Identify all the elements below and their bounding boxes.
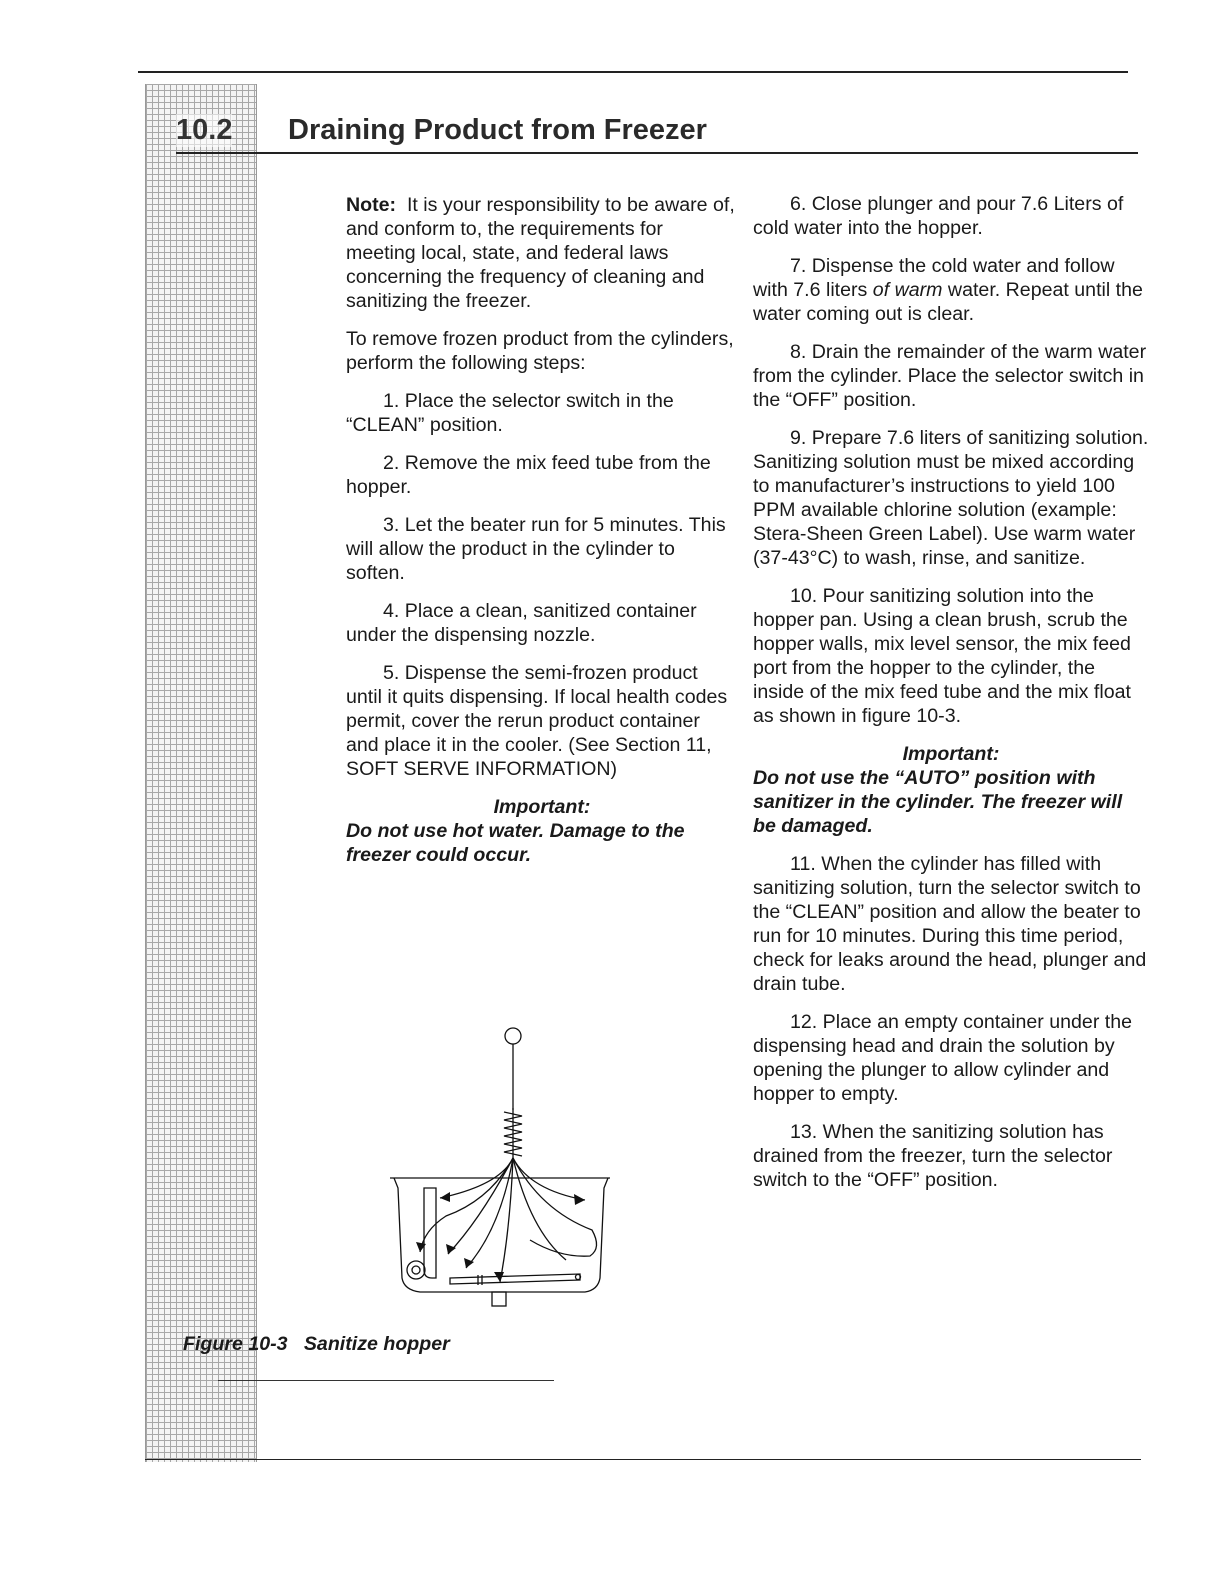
note-text: It is your responsibility to be aware of, and conform to, the requirements for meeting local, state, and federal laws concerning the frequency of cleaning and sanitizing the freezer. (346, 194, 735, 312)
title-rule (176, 152, 1138, 154)
step-8: 8. Drain the remainder of the warm water from the cylinder. Place the selector switch in the “OFF” position. (753, 341, 1147, 411)
left-column (346, 193, 738, 881)
margin-grid-decoration (145, 84, 257, 1462)
step-7-emphasis: of warm (872, 279, 943, 301)
step-10: 10. Pour sanitizing solution into the hopper pan. Using a clean brush, scrub the hopper walls, mix level sensor, the mix feed port from the hopper to the cylinder, the inside of the mix feed tube and the mix float as shown in figure 10-3. (753, 585, 1131, 727)
step-7 (753, 254, 1149, 326)
step-7-text-a: 7. Dispense the cold water and follow with 7.6 liters (753, 255, 1115, 301)
step-1: 1. Place the selector switch in the “CLEAN” position. (346, 390, 674, 436)
step-2: 2. Remove the mix feed tube from the hopper. (346, 452, 711, 498)
note-label: Note: (346, 194, 397, 216)
important-heading-2: Important: (902, 743, 1000, 765)
step-9: 9. Prepare 7.6 liters of sanitizing solution. Sanitizing solution must be mixed according to manufacturer’s instructions to yield 100 PPM available chlorine solution (example: Stera-Sheen Green Label). Use warm water (37-43°C) to wash, rinse, and sanitize. (753, 427, 1149, 569)
important-heading: Important: (493, 796, 591, 818)
step-5: 5. Dispense the semi-frozen product until it quits dispensing. If local health codes permit, cover the rerun product container and place it in the cooler. (See Section 11, SOFT SERVE INFORMATION) (346, 662, 728, 780)
step-4: 4. Place a clean, sanitized container under the dispensing nozzle. (346, 600, 697, 646)
step-13: 13. When the sanitizing solution has drained from the freezer, turn the selector switch to the “OFF” position. (753, 1121, 1113, 1191)
section-number: 10.2 (176, 114, 233, 146)
figure-caption-rule (218, 1380, 554, 1381)
footer-rule (145, 1459, 1141, 1460)
section-title: Draining Product from Freezer (288, 114, 707, 146)
figure-caption: Figure 10-3 Sanitize hopper (183, 1333, 450, 1355)
important-warning: Do not use hot water. Damage to the freezer could occur. (346, 820, 685, 866)
right-column (753, 192, 1149, 1206)
step-11: 11. When the cylinder has filled with sanitizing solution, turn the selector switch to the “CLEAN” position and allow the beater to run for 10 minutes. During this time period, check for leaks around the head, plunger and drain tube. (753, 853, 1147, 995)
important-warning-2: Do not use the “AUTO” position with sanitizer in the cylinder. The freezer will be damaged. (753, 767, 1123, 837)
step-3: 3. Let the beater run for 5 minutes. This will allow the product in the cylinder to soften. (346, 514, 726, 584)
header-rule (138, 71, 1128, 73)
step-12: 12. Place an empty container under the dispensing head and drain the solution by opening the plunger to allow cylinder and hopper to empty. (753, 1011, 1133, 1105)
step-7-text-b: water. Repeat until the water coming out is clear. (753, 279, 1143, 325)
intro-paragraph: To remove frozen product from the cylinders, perform the following steps: (346, 328, 734, 374)
note-paragraph (346, 193, 738, 313)
step-6: 6. Close plunger and pour 7.6 Liters of cold water into the hopper. (753, 193, 1124, 239)
hopper-brush-diagram-icon (380, 1020, 620, 1320)
